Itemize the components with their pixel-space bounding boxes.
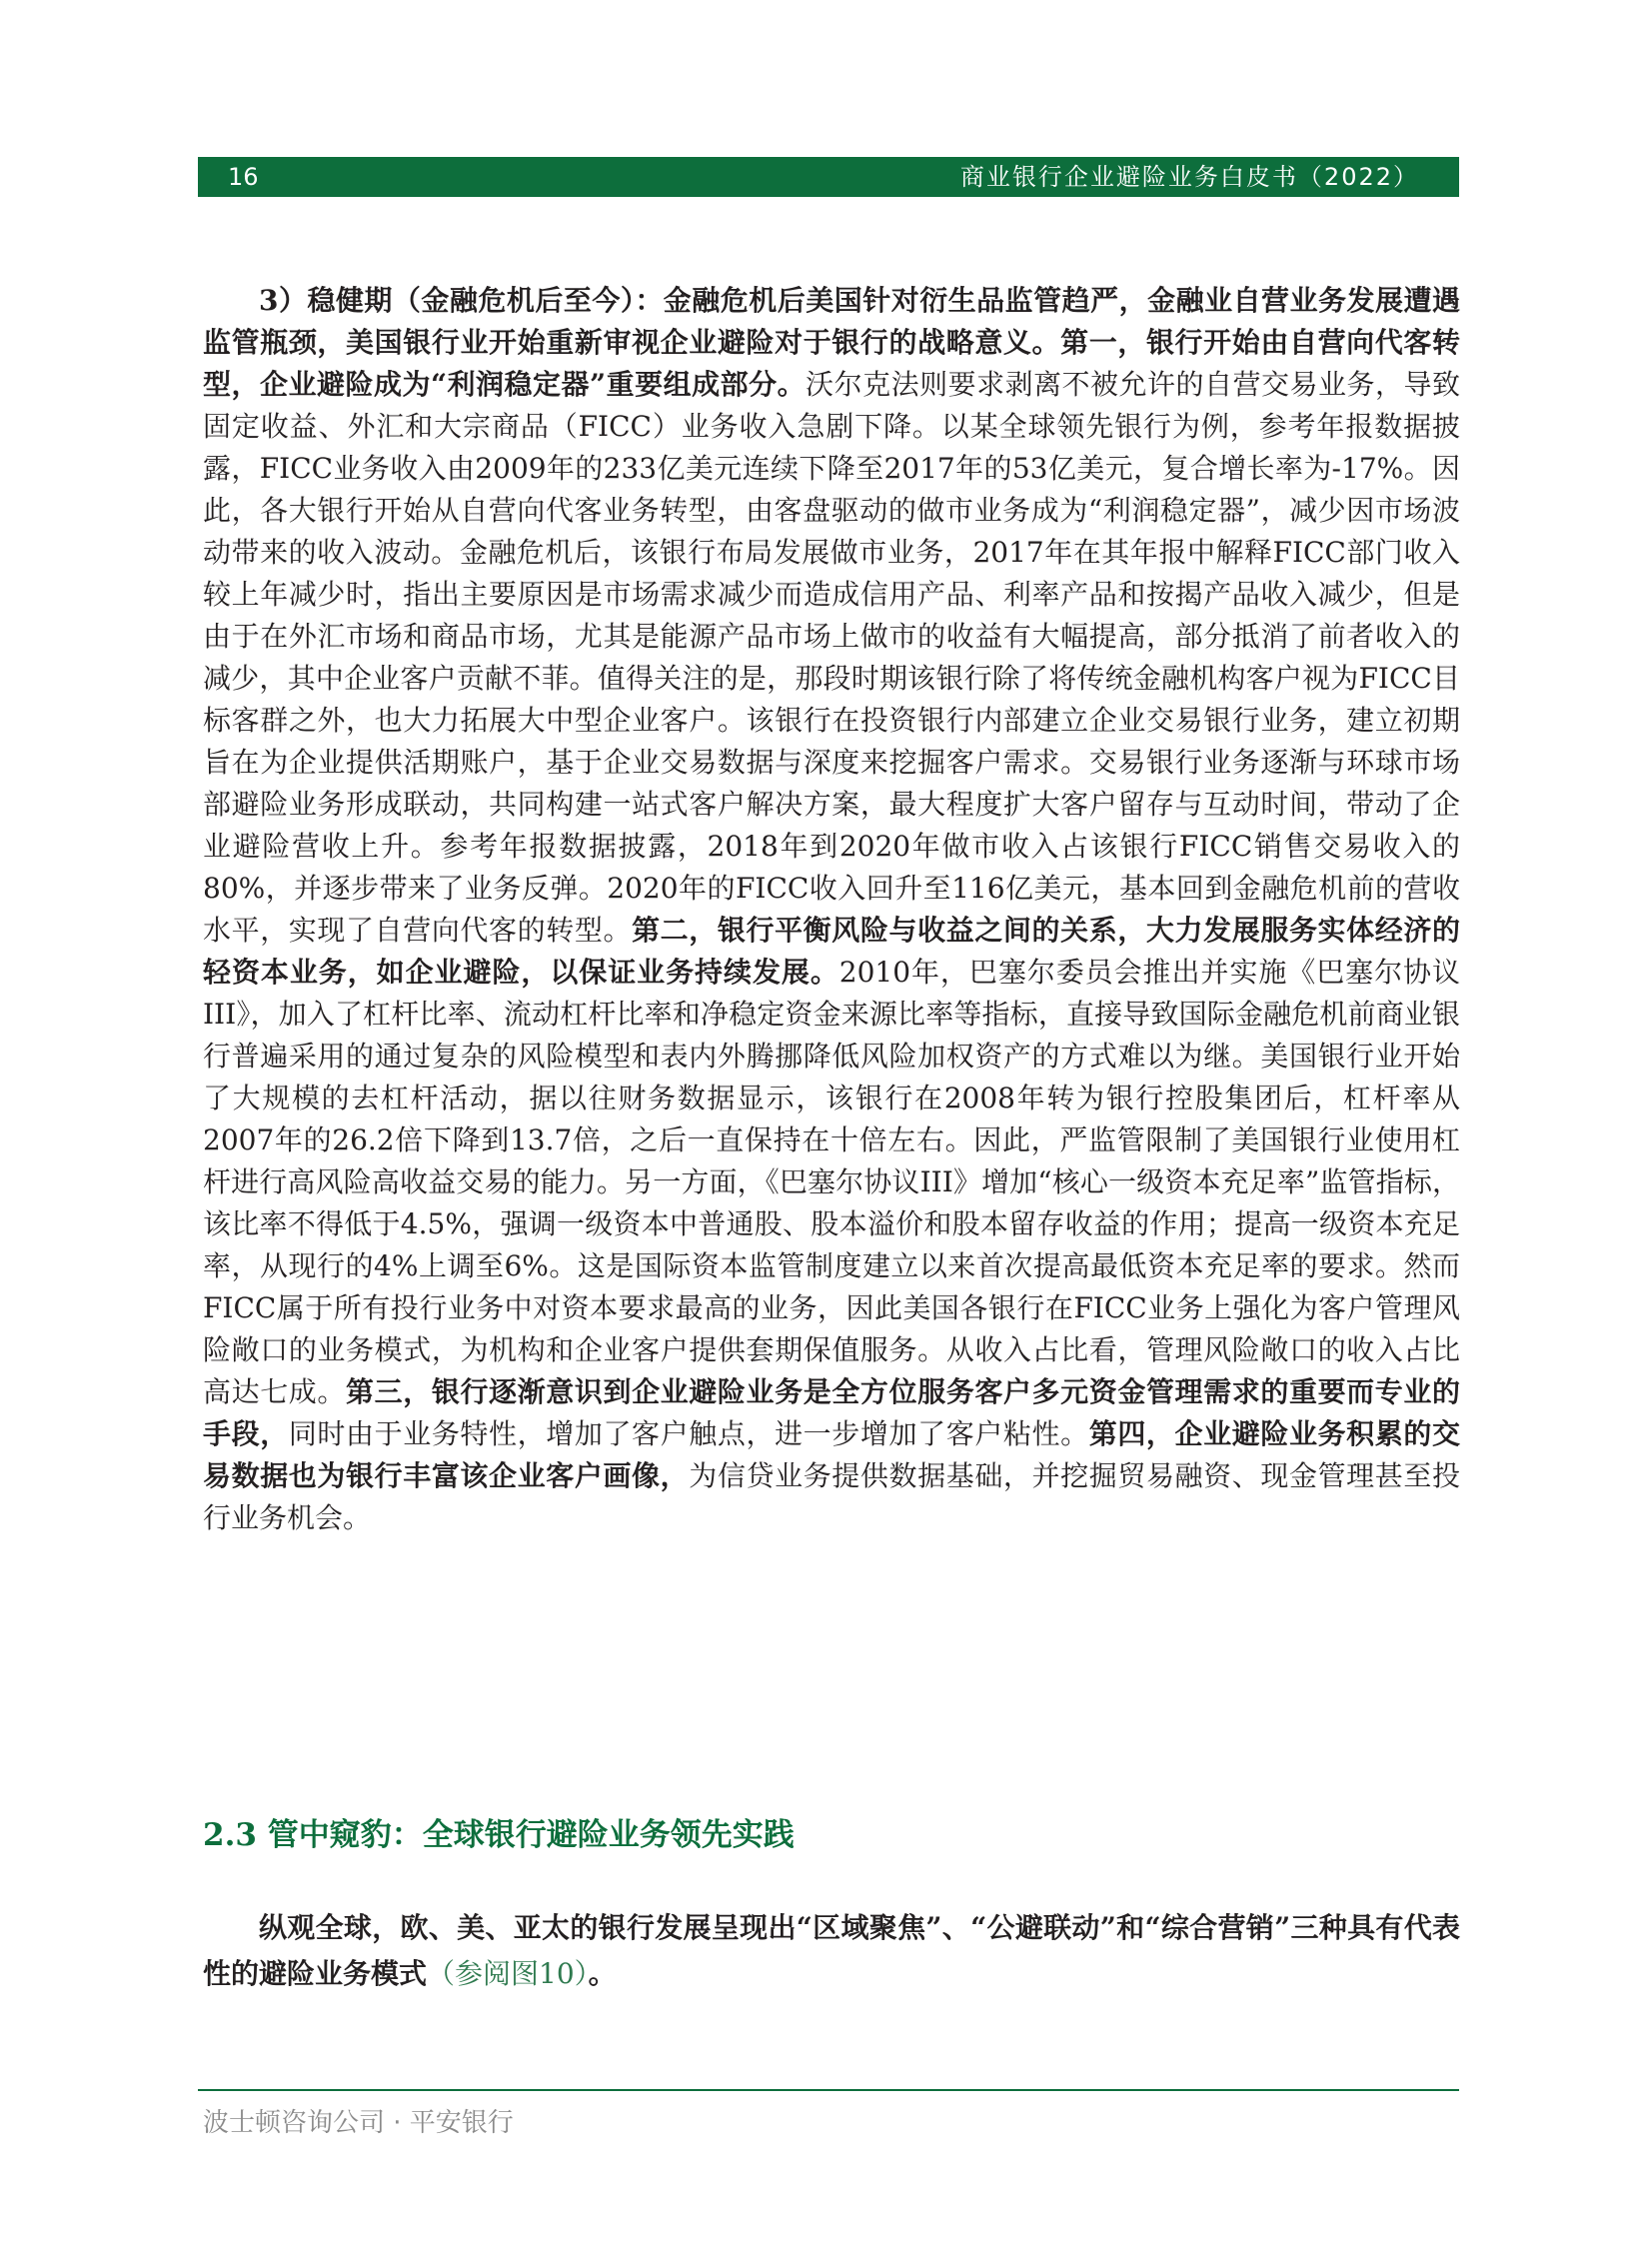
body-segment-3: 2010年，巴塞尔委员会推出并实施《巴塞尔协议III》，加入了杠杆比率、流动杠杆比率和净稳定资金来源比率等指标，直接导致国际金融危机前商业银行普遍采用的通过复杂的风险模型和表内外腾挪降低风险加权资产的方式难以为继。美国银行业开始了大规模的去杠杆活动，据以往财务数据显示，该银行在2008年转为银行控股集团后，杠杆率从2007年的26.2倍下降到13.7倍，之后一直保持在十倍左右。因此，严监管限制了美国银行业使用杠杆进行高风险高收益交易的能力。另一方面，《巴塞尔协议III》增加“核心一级资本充足率”监管指标，该比率不得低于4.5%，强调一级资本中普通股、股本溢价和股本留存收益的作用；提高一级资本充足率，从现行的4%上调至6%。这是国际资本监管制度建立以来首次提高最低资本充足率的要求。然而FICC属于所有投行业务中对资本要求最高的业务，因此美国各银行在FICC业务上强化为客户管理风险敞口的业务模式，为机构和企业客户提供套期保值服务。从收入占比看，管理风险敞口的收入占比高达七成。 [203, 956, 1460, 1408]
body-segment-2: 第二，银行平衡风险与收益之间的关系，大力发展服务实体经济的轻资本业务，如企业避险，以保证业务持续发展。 [203, 914, 1460, 989]
body-segment-7: 为信贷业务提供数据基础，并挖掘贸易融资、现金管理甚至投行业务机会。 [203, 1459, 1460, 1534]
section-heading: 2.3 管中窥豹：全球银行避险业务领先实践 [203, 1817, 795, 1853]
section-intro-end: 。 [588, 1957, 617, 1990]
document-title: 商业银行企业避险业务白皮书（2022） [959, 163, 1419, 191]
footer-divider [198, 2089, 1459, 2091]
section-intro [203, 1905, 1460, 1997]
page-header-bar [198, 157, 1459, 197]
page-number: 16 [228, 163, 259, 191]
footer-publisher: 波士顿咨询公司 · 平安银行 [203, 2108, 514, 2138]
section-intro-text: 纵观全球，欧、美、亚太的银行发展呈现出“区域聚焦”、“公避联动”和“综合营销”三种具有代表性的避险业务模式 [203, 1911, 1460, 1990]
body-segment-1: 沃尔克法则要求剥离不被允许的自营交易业务，导致固定收益、外汇和大宗商品（FICC）业务收入急剧下降。以某全球领先银行为例，参考年报数据披露，FICC业务收入由2009年的233亿美元连续下降至2017年的53亿美元，复合增长率为-17%。因此，各大银行开始从自营向代客业务转型，由客盘驱动的做市业务成为“利润稳定器”，减少因市场波动带来的收入波动。金融危机后，该银行布局发展做市业务，2017年在其年报中解释FICC部门收入较上年减少时，指出主要原因是市场需求减少而造成信用产品、利率产品和按揭产品收入减少，但是由于在外汇市场和商品市场，尤其是能源产品市场上做市的收益有大幅提高，部分抵消了前者收入的减少，其中企业客户贡献不菲。值得关注的是，那段时期该银行除了将传统金融机构客户视为FICC目标客群之外，也大力拓展大中型企业客户。该银行在投资银行内部建立企业交易银行业务，建立初期旨在为企业提供活期账户，基于企业交易数据与深度来挖掘客户需求。交易银行业务逐渐与环球市场部避险业务形成联动，共同构建一站式客户解决方案，最大程度扩大客户留存与互动时间，带动了企业避险营收上升。参考年报数据披露，2018年到2020年做市收入占该银行FICC销售交易收入的80%，并逐步带来了业务反弹。2020年的FICC收入回升至116亿美元，基本回到金融危机前的营收水平，实现了自营向代客的转型。 [203, 368, 1460, 947]
body-segment-6: 第四，企业避险业务积累的交易数据也为银行丰富该企业客户画像， [203, 1417, 1460, 1492]
body-segment-0: 3）稳健期（金融危机后至今）：金融危机后美国针对衍生品监管趋严，金融业自营业务发展遭遇监管瓶颈，美国银行业开始重新审视企业避险对于银行的战略意义。第一，银行开始由自营向代客转型，企业避险成为“利润稳定器”重要组成部分。 [203, 284, 1460, 401]
body-segment-5: 同时由于业务特性，增加了客户触点，进一步增加了客户粘性。 [288, 1417, 1089, 1450]
body-paragraph [203, 280, 1460, 1539]
figure-reference-link[interactable]: （参阅图10） [427, 1957, 589, 1990]
body-segment-4: 第三，银行逐渐意识到企业避险业务是全方位服务客户多元资金管理需求的重要而专业的手段， [203, 1375, 1460, 1450]
